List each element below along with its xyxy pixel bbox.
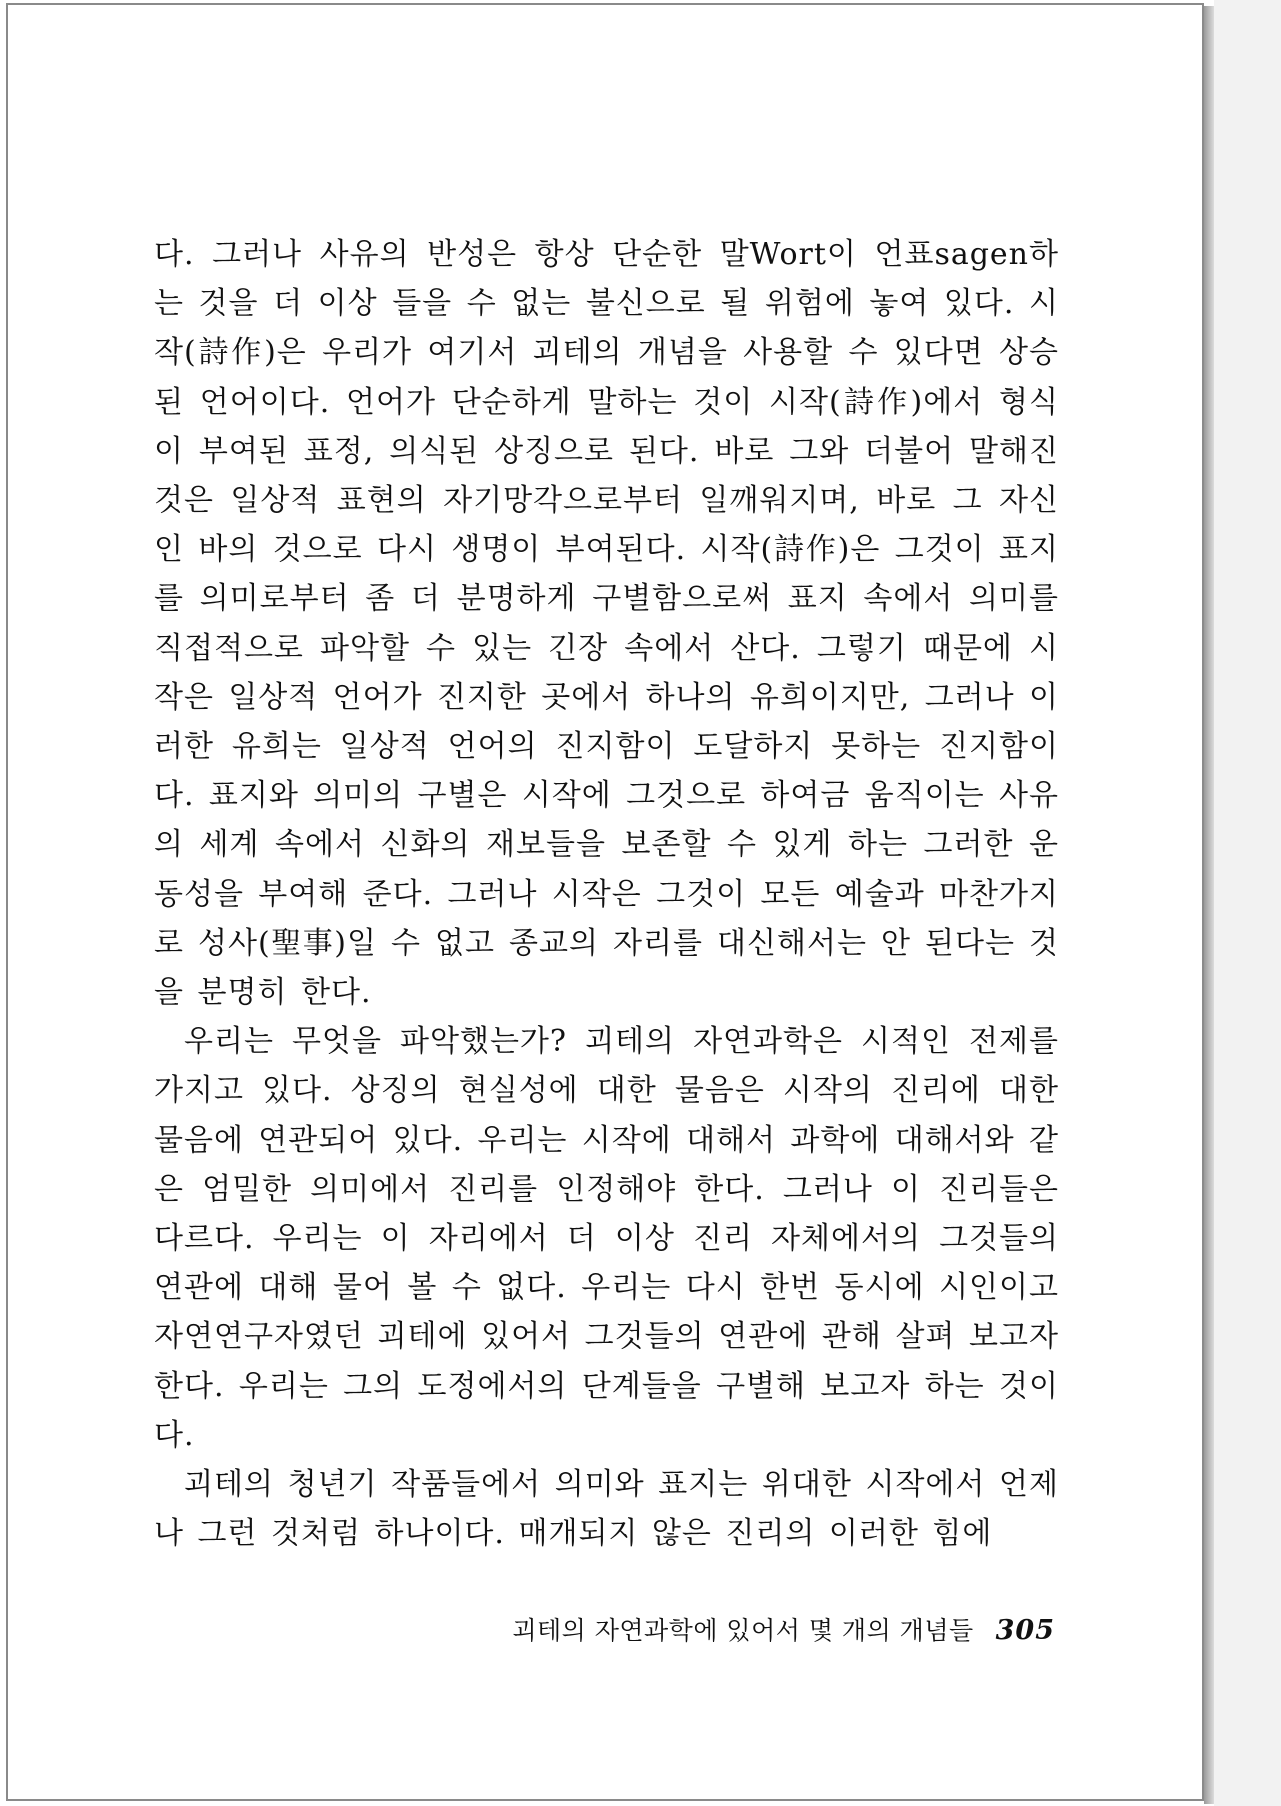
paragraph-1: 다. 그러나 사유의 반성은 항상 단순한 말Wort이 언표sagen하는 것을 더 이상 들을 수 없는 불신으로 될 위험에 놓여 있다. 시작(詩作)은 우리가 여기서 괴테의 개념을 사용할 수 있다면 상승된 언어이다. 언어가 단순하게 말하는 것이 시작(詩作)에서 형식이 부여된 표정, 의식된 상징으로 된다. 바로 그와 더불어 말해진 것은 일상적 표현의 자기망각으로부터 일깨워지며, 바로 그 자신인 바의 것으로 다시 생명이 부여된다. 시작(詩作)은 그것이 표지를 의미로부터 좀 더 분명하게 구별함으로써 표지 속에서 의미를 직접적으로 파악할 수 있는 긴장 속에서 산다. 그렇기 때문에 시작은 일상적 언어가 진지한 곳에서 하나의 유희이지만, 그러나 이러한 유희는 일상적 언어의 진지함이 도달하지 못하는 진지함이다. 표지와 의미의 구별은 시작에 그것으로 하여금 움직이는 사유의 세계 속에서 신화의 재보들을 보존할 수 있게 하는 그러한 운동성을 부여해 준다. 그러나 시작은 그것이 모든 예술과 마찬가지로 성사(聖事)일 수 없고 종교의 자리를 대신해서는 안 된다는 것을 분명히 한다. xyxy=(154,237,1059,1011)
body-text xyxy=(154,230,1059,1558)
page-edge-shadow xyxy=(1204,6,1214,1804)
paragraph-3: 괴테의 청년기 작품들에서 의미와 표지는 위대한 시작에서 언제나 그런 것처럼 하나이다. 매개되지 않은 진리의 이러한 힘에 xyxy=(154,1467,1059,1552)
page-footer xyxy=(450,1611,1055,1657)
viewer-background xyxy=(1214,0,1281,1806)
page-number: 305 xyxy=(995,1615,1055,1646)
running-head: 괴테의 자연과학에 있어서 몇 개의 개념들 xyxy=(512,1616,974,1645)
paragraph-2: 우리는 무엇을 파악했는가? 괴테의 자연과학은 시적인 전제를 가지고 있다. 상징의 현실성에 대한 물음은 시작의 진리에 대한 물음에 연관되어 있다. 우리는 시작에 대해서 과학에 대해서와 같은 엄밀한 의미에서 진리를 인정해야 한다. 그러나 이 진리들은 다르다. 우리는 이 자리에서 더 이상 진리 자체에서의 그것들의 연관에 대해 물어 볼 수 없다. 우리는 다시 한번 동시에 시인이고 자연연구자였던 괴테에 있어서 그것들의 연관에 관해 살펴 보고자 한다. 우리는 그의 도정에서의 단계들을 구별해 보고자 하는 것이다. xyxy=(154,1024,1059,1453)
